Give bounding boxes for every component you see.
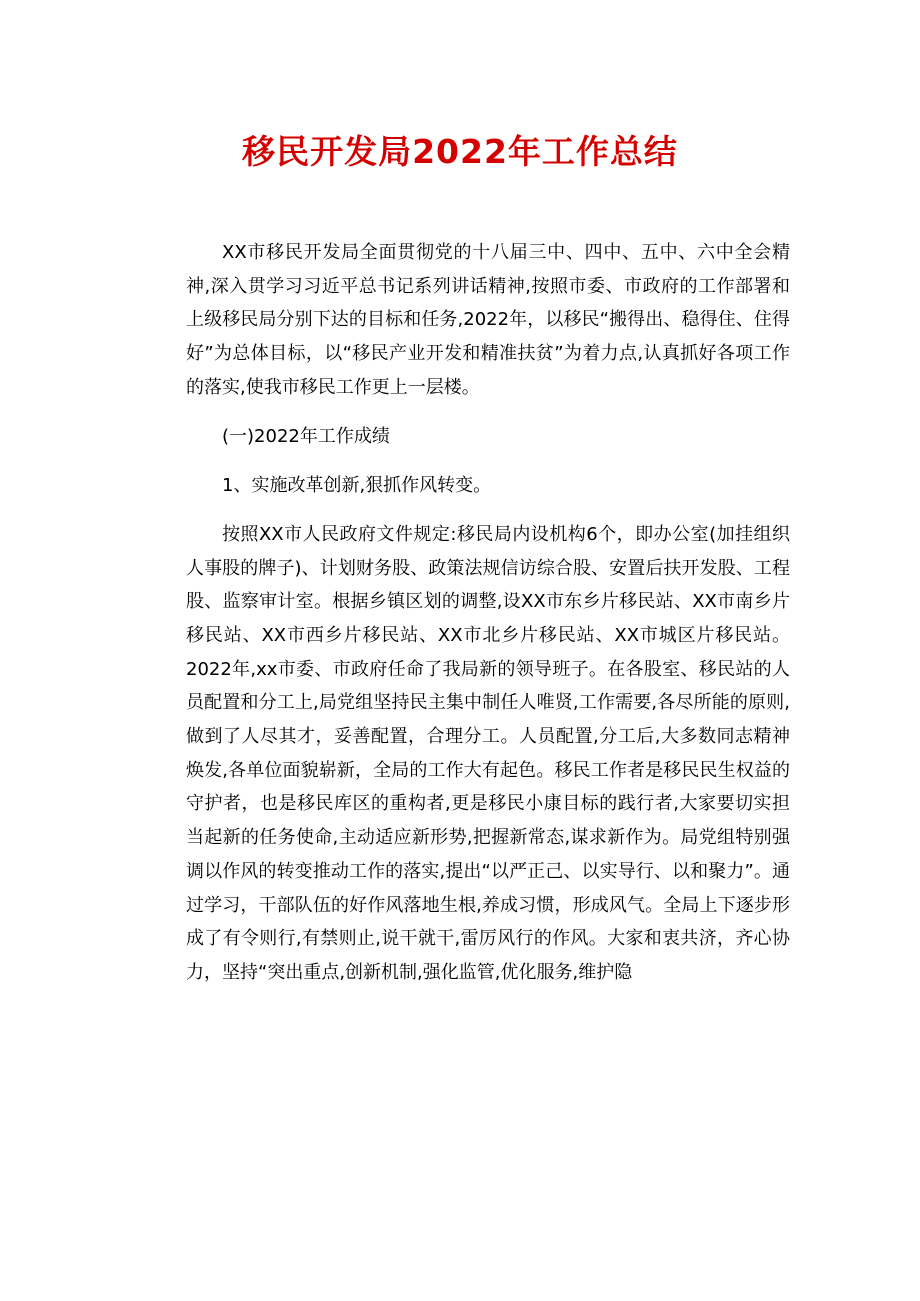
subsection-heading: 1、实施改革创新,狠抓作风转变。 [222,474,492,496]
section-heading: (一)2022年工作成绩 [222,425,390,447]
paragraph-intro: XX市移民开发局全面贯彻党的十八届三中、四中、五中、六中全会精神,深入贯学习习近平总书记系列讲话精神,按照市委、市政府的工作部署和上级移民局分别下达的目标和任务,2022年，以移民“搬得出、稳得住、住得好”为总体目标，以“移民产业开发和精准扶贫”为着力点,认真抓好各项工作的落实,使我市移民工作更上一层楼。 [186,242,790,398]
paragraph-body: 按照XX市人民政府文件规定:移民局内设机构6个，即办公室(加挂组织人事股的牌子)、计划财务股、政策法规信访综合股、安置后扶开发股、工程股、监察审计室。根据乡镇区划的调整,设XX市东乡片移民站、XX市南乡片移民站、XX市西乡片移民站、XX市北乡片移民站、XX市城区片移民站。2022年,xx市委、市政府任命了我局新的领导班子。在各股室、移民站的人员配置和分工上,局党组坚持民主集中制任人唯贤,工作需要,各尽所能的原则,做到了人尽其才，妥善配置，合理分工。人员配置,分工后,大多数同志精神焕发,各单位面貌崭新，全局的工作大有起色。移民工作者是移民民生权益的守护者，也是移民库区的重构者,更是移民小康目标的践行者,大家要切实担当起新的任务使命,主动适应新形势,把握新常态,谋求新作为。局党组特别强调以作风的转变推动工作的落实,提出“以严正己、以实导行、以和聚力”。通过学习，干部队伍的好作风落地生根,养成习惯，形成风气。全局上下逐步形成了有令则行,有禁则止,说干就干,雷厉风行的作风。大家和衷共济，齐心协力，坚持“突出重点,创新机制,强化监管,优化服务,维护隐 [186,523,790,983]
document-title: 移民开发局2022年工作总结 [242,132,678,171]
document-body [186,236,790,990]
